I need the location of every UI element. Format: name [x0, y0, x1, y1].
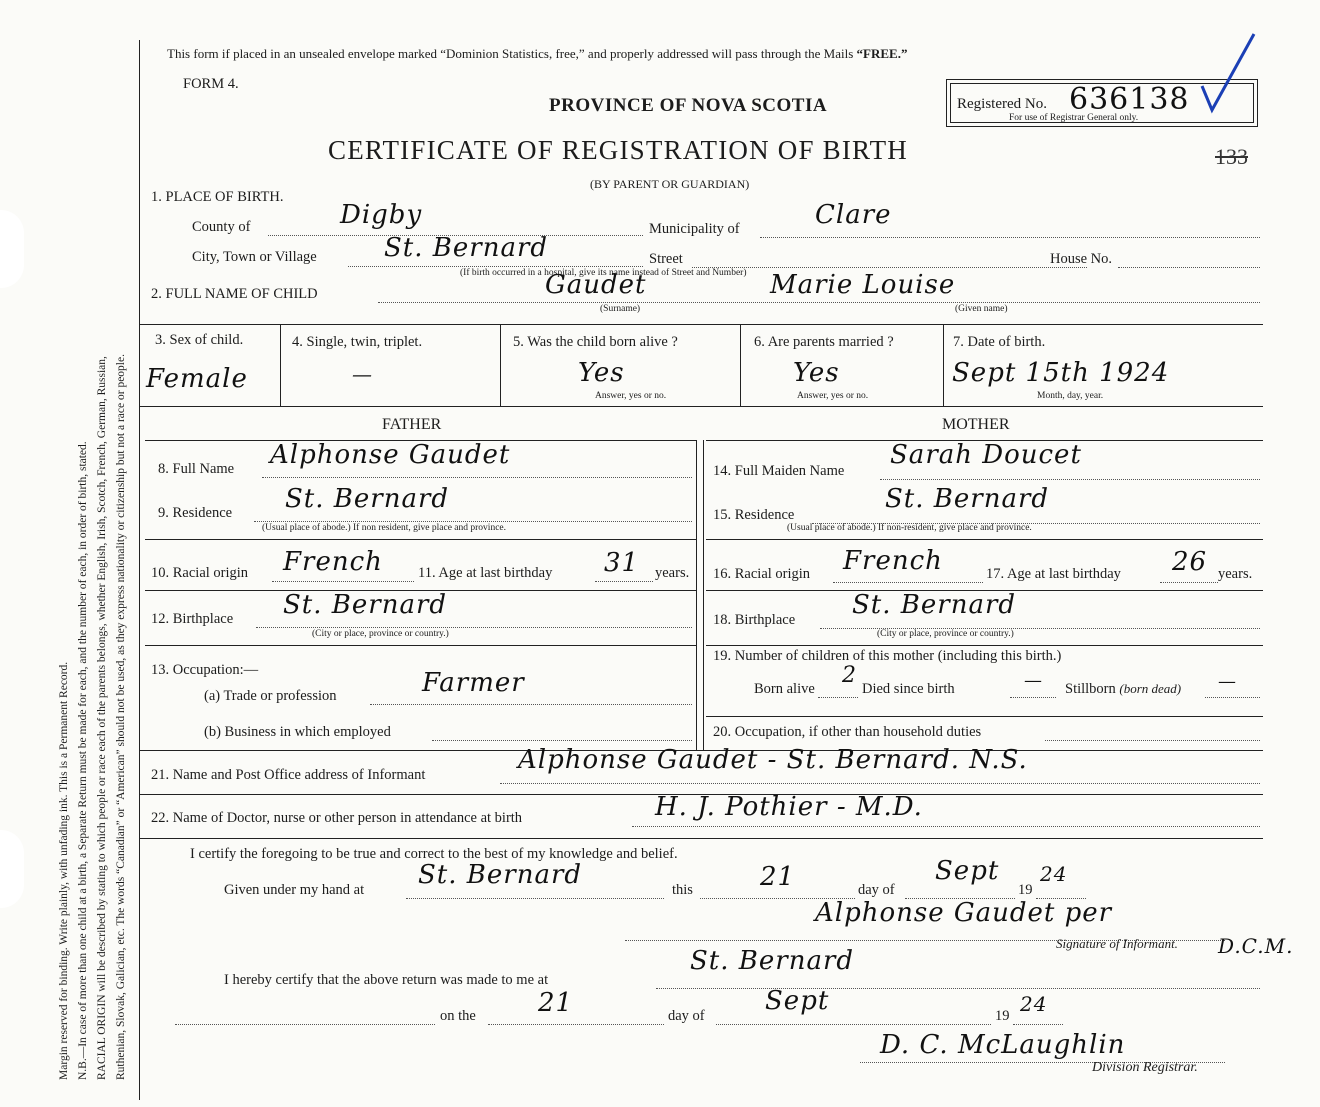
year-value: 24: [1040, 862, 1068, 886]
born-alive-label: 5. Was the child born alive ?: [513, 334, 678, 350]
surname-value: Gaudet: [545, 270, 647, 300]
mother-age-label: 17. Age at last birthday: [986, 566, 1121, 582]
rule-parents-top: [139, 406, 1263, 407]
mother-stillborn-label: [1065, 681, 1181, 698]
mother-stillborn-line: [1205, 697, 1260, 698]
rule-center-2: [703, 440, 704, 750]
rule-f-res: [145, 539, 696, 540]
informant-caption: Signature of Informant.: [1056, 936, 1178, 951]
rule-row3-top: [139, 324, 1263, 325]
registrar-place-line: [656, 988, 1260, 989]
rule-row3-v2: [500, 324, 501, 406]
mother-born-alive-label: Born alive: [754, 681, 815, 697]
given-place-value: St. Bernard: [418, 860, 583, 890]
municipality-line: [760, 237, 1260, 238]
mother-name-line: [880, 479, 1260, 480]
day-value: 21: [760, 862, 796, 892]
hospital-note: (If birth occurred in a hospital, give its name instead of Street and Number): [460, 268, 747, 278]
province-heading: PROVINCE OF NOVA SCOTIA: [549, 95, 828, 116]
county-value: Digby: [340, 200, 423, 230]
registrar-lead-line: [175, 1024, 435, 1025]
father-business-line: [432, 740, 692, 741]
married-label: 6. Are parents married ?: [754, 334, 894, 350]
stillborn-label-text: Stillborn: [1065, 681, 1116, 697]
corner-mark: 133: [1215, 144, 1248, 169]
born-alive-caption: Answer, yes or no.: [595, 391, 667, 401]
father-name-label: 8. Full Name: [158, 461, 235, 477]
father-heading: FATHER: [382, 416, 442, 433]
margin-note-3: RACIAL ORIGIN will be described by stating to which people or race each of the parents belongs, whether English, Irish, Scotch, French, German, Russian,: [96, 356, 108, 1080]
sex-value: Female: [146, 364, 248, 394]
reg-year-prefix: 19: [995, 1008, 1010, 1024]
binding-hole-top: [0, 210, 24, 288]
form-number: FORM 4.: [183, 76, 239, 92]
child-name-label: 2. FULL NAME OF CHILD: [151, 286, 318, 302]
sex-label: 3. Sex of child.: [155, 332, 244, 348]
rule-m-res: [706, 539, 1263, 540]
father-birthplace-caption: (City or place, province or country.): [312, 629, 449, 639]
reg-month-value: Sept: [765, 986, 830, 1016]
this-label: this: [672, 882, 693, 898]
mother-birthplace-value: St. Bernard: [852, 590, 1017, 620]
mother-stillborn-value: —: [1218, 671, 1237, 692]
month-value: Sept: [935, 856, 1000, 886]
plurality-label: 4. Single, twin, triplet.: [292, 334, 423, 350]
born-alive-value: Yes: [578, 358, 625, 388]
father-business-label: (b) Business in which employed: [204, 724, 391, 740]
registered-label: Registered No.: [957, 96, 1047, 112]
registered-number: 636138: [1069, 82, 1190, 117]
county-label: County of: [192, 219, 251, 235]
father-racial-line: [272, 581, 414, 582]
father-racial-value: French: [283, 547, 383, 577]
father-age-value: 31: [604, 548, 640, 578]
reg-month-line: [716, 1024, 991, 1025]
binding-hole-bottom: [0, 830, 24, 908]
dob-caption: Month, day, year.: [1037, 391, 1104, 401]
father-trade-line: [370, 704, 692, 705]
mail-notice-free: “FREE.”: [856, 46, 908, 61]
registrar-note: For use of Registrar General only.: [1009, 113, 1139, 123]
year-prefix: 19: [1018, 882, 1033, 898]
rule-f-birth: [145, 645, 696, 646]
child-name-line: [378, 302, 1260, 303]
doctor-value: H. J. Pothier - M.D.: [655, 792, 923, 822]
mother-occupation-label: 20. Occupation, if other than household duties: [713, 724, 982, 740]
municipality-value: Clare: [815, 200, 892, 230]
dob-label: 7. Date of birth.: [953, 334, 1046, 350]
rule-m-birth: [706, 645, 1263, 646]
mother-racial-line: [833, 582, 983, 583]
mother-residence-caption: (Usual place of abode.) If non-resident, give place and province.: [787, 523, 1032, 533]
father-age-label: 11. Age at last birthday: [418, 565, 553, 581]
father-occupation-label: 13. Occupation:—: [151, 662, 259, 678]
city-value: St. Bernard: [384, 233, 549, 263]
given-caption: (Given name): [955, 304, 1008, 314]
mother-birthplace-label: 18. Birthplace: [713, 612, 796, 628]
house-line: [1118, 267, 1260, 268]
dob-value: Sept 15th 1924: [952, 358, 1170, 388]
city-line: [348, 266, 643, 267]
informant-signature: Alphonse Gaudet per: [815, 898, 1113, 928]
father-residence-line: [254, 521, 692, 522]
registrar-signature: D. C. McLaughlin: [880, 1030, 1126, 1060]
rule-center-1: [696, 440, 697, 750]
rule-cert-top: [139, 838, 1263, 839]
given-label: Given under my hand at: [224, 882, 365, 898]
reg-year-value: 24: [1020, 992, 1048, 1016]
mother-residence-value: St. Bernard: [885, 484, 1050, 514]
father-trade-label: (a) Trade or profession: [204, 688, 337, 704]
reg-year-line: [1013, 1024, 1063, 1025]
father-birthplace-label: 12. Birthplace: [151, 611, 234, 627]
informant-signature-extra: D.C.M.: [1218, 934, 1294, 958]
municipality-label: Municipality of: [649, 221, 740, 237]
rule-row3-v3: [740, 324, 741, 406]
left-frame-line: [139, 40, 140, 1100]
mother-occupation-line: [1045, 740, 1260, 741]
rule-row3-v4: [943, 324, 944, 406]
mail-notice-text: This form if placed in an unsealed envelope marked “Dominion Statistics, free,” and properly addressed will pass through the Mails: [167, 46, 857, 61]
informant-value: Alphonse Gaudet - St. Bernard. N.S.: [518, 745, 1028, 775]
mother-racial-label: 16. Racial origin: [713, 566, 811, 582]
mother-racial-value: French: [843, 546, 943, 576]
place-of-birth-heading: 1. PLACE OF BIRTH.: [151, 189, 284, 205]
father-residence-value: St. Bernard: [285, 484, 450, 514]
registrar-statement: I hereby certify that the above return was made to me at: [224, 972, 549, 988]
father-racial-label: 10. Racial origin: [151, 565, 249, 581]
mother-children-label: 19. Number of children of this mother (including this birth.): [713, 648, 1062, 664]
mother-name-value: Sarah Doucet: [890, 440, 1082, 470]
checkmark-icon: [1198, 28, 1258, 114]
plurality-value: —: [352, 362, 373, 386]
father-name-line: [262, 477, 692, 478]
mother-age-line: [1160, 582, 1218, 583]
mother-died-line: [1010, 697, 1056, 698]
mother-age-value: 26: [1172, 547, 1208, 577]
informant-label: 21. Name and Post Office address of Informant: [151, 767, 426, 783]
surname-caption: (Surname): [600, 304, 641, 314]
father-birthplace-value: St. Bernard: [283, 590, 448, 620]
informant-line: [500, 783, 1260, 784]
margin-note-1: Margin reserved for binding. Write plainly, with unfading ink. This is a Permanent Record.: [58, 661, 70, 1080]
day-of-label: day of: [858, 882, 895, 898]
mother-born-alive-value: 2: [842, 663, 857, 688]
margin-note-2: N.B.—In case of more than one child at a birth, a Separate Return must be made for each, and the number of each, in order of birth, stated.: [77, 441, 89, 1080]
stillborn-note: (born dead): [1119, 681, 1182, 696]
given-name-value: Marie Louise: [770, 270, 956, 300]
mother-heading: MOTHER: [942, 416, 1010, 433]
mother-birthplace-caption: (City or place, province or country.): [877, 629, 1014, 639]
street-line: [692, 267, 1087, 268]
mother-died-value: —: [1024, 670, 1043, 691]
registrar-place-value: St. Bernard: [690, 946, 855, 976]
father-residence-label: 9. Residence: [158, 505, 233, 521]
certificate-title: CERTIFICATE OF REGISTRATION OF BIRTH: [328, 135, 908, 165]
city-label: City, Town or Village: [192, 249, 317, 265]
house-label: House No.: [1050, 251, 1113, 267]
father-birthplace-line: [256, 627, 692, 628]
father-name-value: Alphonse Gaudet: [270, 440, 511, 470]
margin-note-4: Ruthenian, Slovak, Galician, etc. The words “Canadian” or “American” should not be used, as they express nationality or citizenship but not a race or people.: [115, 354, 127, 1080]
registrar-caption: Division Registrar.: [1092, 1060, 1198, 1075]
married-caption: Answer, yes or no.: [797, 391, 869, 401]
married-value: Yes: [793, 358, 840, 388]
mail-notice: [167, 46, 907, 62]
doctor-line: [632, 826, 1260, 827]
father-age-line: [595, 581, 653, 582]
certification-statement: I certify the foregoing to be true and correct to the best of my knowledge and belief.: [190, 846, 678, 862]
reg-day-line: [488, 1024, 664, 1025]
rule-m-children: [706, 716, 1263, 717]
doctor-label: 22. Name of Doctor, nurse or other person in attendance at birth: [151, 810, 523, 826]
father-years-label: years.: [655, 565, 690, 581]
mother-died-label: Died since birth: [862, 681, 955, 697]
mother-name-label: 14. Full Maiden Name: [713, 463, 845, 479]
mother-years-label: years.: [1218, 566, 1253, 582]
on-the-label: on the: [440, 1008, 476, 1024]
mother-born-alive-line: [818, 697, 858, 698]
street-label: Street: [649, 251, 683, 267]
certificate-subtitle: (BY PARENT OR GUARDIAN): [590, 177, 750, 191]
rule-row3-v1: [280, 324, 281, 406]
father-residence-caption: (Usual place of abode.) If non resident, give place and province.: [262, 523, 506, 533]
reg-day-of-label: day of: [668, 1008, 705, 1024]
given-place-line: [406, 898, 664, 899]
father-trade-value: Farmer: [422, 668, 525, 698]
reg-day-value: 21: [538, 988, 574, 1018]
mother-residence-label: 15. Residence: [713, 507, 795, 523]
